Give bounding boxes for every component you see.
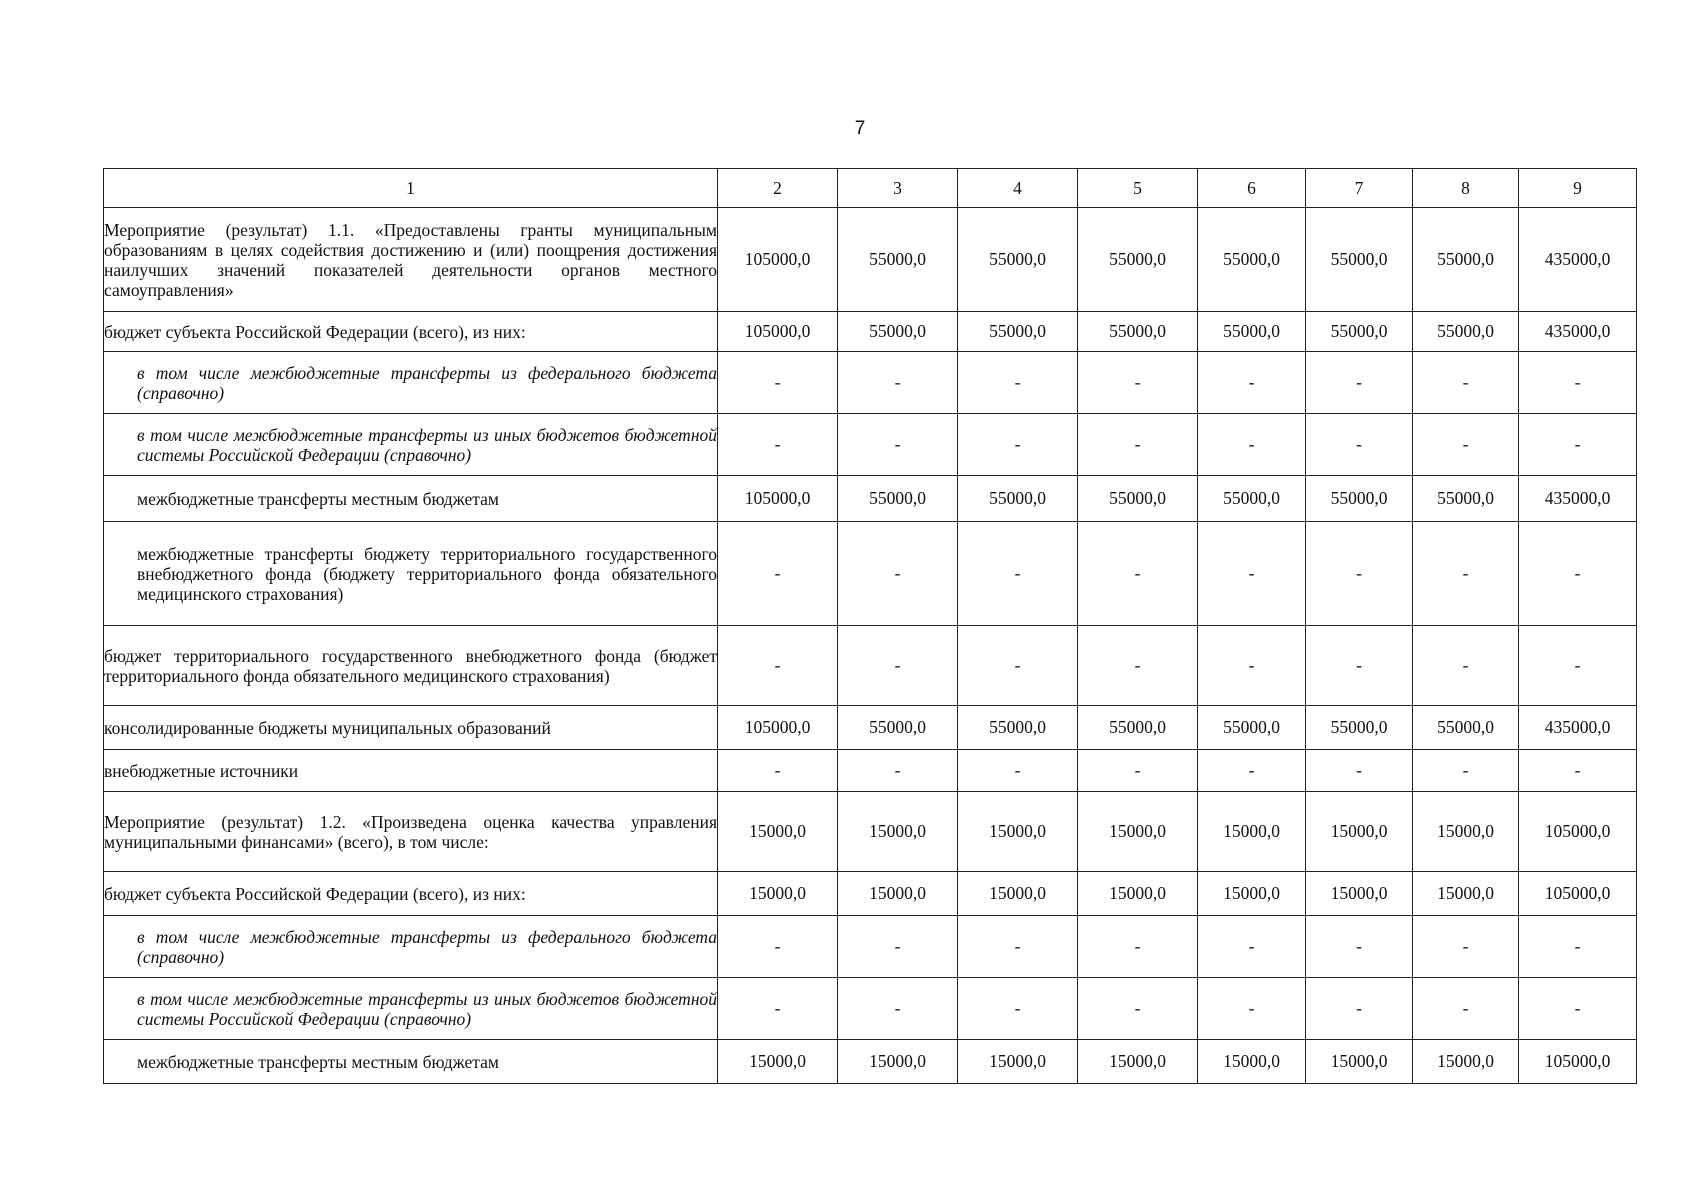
value-cell-col-8: 15000,0 xyxy=(1413,1040,1519,1084)
header-row xyxy=(104,169,1637,208)
row-label: бюджет субъекта Российской Федерации (всего), из них: xyxy=(104,872,718,916)
table-row xyxy=(104,476,1637,522)
value-cell-col-3: 55000,0 xyxy=(838,208,958,312)
value-cell-col-9: 435000,0 xyxy=(1519,706,1637,750)
value-cell-col-5: - xyxy=(1078,352,1198,414)
value-cell-col-5: 15000,0 xyxy=(1078,1040,1198,1084)
value-cell-col-4: 55000,0 xyxy=(958,312,1078,352)
value-cell-col-4: 55000,0 xyxy=(958,208,1078,312)
value-cell-col-2: 105000,0 xyxy=(718,208,838,312)
table-row xyxy=(104,626,1637,706)
value-cell-col-4: - xyxy=(958,750,1078,792)
value-cell-col-3: - xyxy=(838,626,958,706)
header-cell-col-2: 2 xyxy=(718,169,838,208)
value-cell-col-4: - xyxy=(958,916,1078,978)
value-cell-col-4: - xyxy=(958,626,1078,706)
value-cell-col-9: - xyxy=(1519,750,1637,792)
value-cell-col-7: - xyxy=(1306,916,1413,978)
value-cell-col-3: - xyxy=(838,414,958,476)
header-cell-col-1: 1 xyxy=(104,169,718,208)
value-cell-col-4: - xyxy=(958,978,1078,1040)
table-row xyxy=(104,706,1637,750)
value-cell-col-6: - xyxy=(1198,750,1306,792)
value-cell-col-7: - xyxy=(1306,978,1413,1040)
value-cell-col-5: - xyxy=(1078,916,1198,978)
table-row xyxy=(104,916,1637,978)
value-cell-col-9: 435000,0 xyxy=(1519,476,1637,522)
value-cell-col-7: 55000,0 xyxy=(1306,208,1413,312)
value-cell-col-7: - xyxy=(1306,414,1413,476)
value-cell-col-3: 55000,0 xyxy=(838,312,958,352)
value-cell-col-5: - xyxy=(1078,522,1198,626)
value-cell-col-9: - xyxy=(1519,916,1637,978)
value-cell-col-8: 55000,0 xyxy=(1413,312,1519,352)
value-cell-col-8: - xyxy=(1413,352,1519,414)
value-cell-col-9: 435000,0 xyxy=(1519,312,1637,352)
value-cell-col-9: 435000,0 xyxy=(1519,208,1637,312)
table-row xyxy=(104,750,1637,792)
row-label: бюджет субъекта Российской Федерации (всего), из них: xyxy=(104,312,718,352)
value-cell-col-3: - xyxy=(838,522,958,626)
value-cell-col-4: - xyxy=(958,522,1078,626)
row-label: внебюджетные источники xyxy=(104,750,718,792)
table-body xyxy=(104,208,1637,1084)
value-cell-col-9: - xyxy=(1519,978,1637,1040)
row-label: бюджет территориального государственного внебюджетного фонда (бюджет территориального фонда обязательного медицинского страхования) xyxy=(104,626,718,706)
table-row xyxy=(104,522,1637,626)
value-cell-col-7: 55000,0 xyxy=(1306,706,1413,750)
value-cell-col-3: - xyxy=(838,750,958,792)
value-cell-col-8: - xyxy=(1413,414,1519,476)
value-cell-col-2: 105000,0 xyxy=(718,312,838,352)
row-label: межбюджетные трансферты местным бюджетам xyxy=(104,476,718,522)
value-cell-col-2: - xyxy=(718,414,838,476)
value-cell-col-9: - xyxy=(1519,414,1637,476)
value-cell-col-2: 15000,0 xyxy=(718,792,838,872)
row-label: межбюджетные трансферты местным бюджетам xyxy=(104,1040,718,1084)
value-cell-col-9: 105000,0 xyxy=(1519,792,1637,872)
row-label: Мероприятие (результат) 1.1. «Предоставлены гранты муниципальным образованиям в целях содействия достижению и (или) поощрения достижения наилучших значений показателей деятельности органов местного самоуправления» xyxy=(104,208,718,312)
table-row xyxy=(104,208,1637,312)
value-cell-col-7: - xyxy=(1306,626,1413,706)
header-cell-col-9: 9 xyxy=(1519,169,1637,208)
value-cell-col-4: 15000,0 xyxy=(958,792,1078,872)
value-cell-col-8: - xyxy=(1413,978,1519,1040)
row-label: межбюджетные трансферты бюджету территориального государственного внебюджетного фонда (бюджету территориального фонда обязательного медицинского страхования) xyxy=(104,522,718,626)
value-cell-col-5: - xyxy=(1078,978,1198,1040)
value-cell-col-5: 55000,0 xyxy=(1078,476,1198,522)
value-cell-col-8: - xyxy=(1413,626,1519,706)
value-cell-col-3: 15000,0 xyxy=(838,792,958,872)
value-cell-col-6: 15000,0 xyxy=(1198,792,1306,872)
header-cell-col-3: 3 xyxy=(838,169,958,208)
value-cell-col-3: - xyxy=(838,352,958,414)
table-row xyxy=(104,352,1637,414)
row-label: в том числе межбюджетные трансферты из федерального бюджета (справочно) xyxy=(104,916,718,978)
value-cell-col-2: 105000,0 xyxy=(718,476,838,522)
value-cell-col-8: - xyxy=(1413,916,1519,978)
header-cell-col-6: 6 xyxy=(1198,169,1306,208)
value-cell-col-7: 15000,0 xyxy=(1306,1040,1413,1084)
table-row xyxy=(104,414,1637,476)
value-cell-col-7: 15000,0 xyxy=(1306,792,1413,872)
value-cell-col-9: 105000,0 xyxy=(1519,1040,1637,1084)
row-label: в том числе межбюджетные трансферты из федерального бюджета (справочно) xyxy=(104,352,718,414)
value-cell-col-2: 15000,0 xyxy=(718,872,838,916)
row-label: в том числе межбюджетные трансферты из иных бюджетов бюджетной системы Российской Федерации (справочно) xyxy=(104,414,718,476)
value-cell-col-4: 55000,0 xyxy=(958,476,1078,522)
row-label: Мероприятие (результат) 1.2. «Произведена оценка качества управления муниципальными финансами» (всего), в том числе: xyxy=(104,792,718,872)
value-cell-col-6: 15000,0 xyxy=(1198,872,1306,916)
value-cell-col-9: - xyxy=(1519,626,1637,706)
value-cell-col-5: 55000,0 xyxy=(1078,208,1198,312)
table-row xyxy=(104,872,1637,916)
value-cell-col-6: 55000,0 xyxy=(1198,312,1306,352)
value-cell-col-7: - xyxy=(1306,352,1413,414)
value-cell-col-8: - xyxy=(1413,750,1519,792)
value-cell-col-6: - xyxy=(1198,916,1306,978)
value-cell-col-3: - xyxy=(838,978,958,1040)
value-cell-col-7: - xyxy=(1306,522,1413,626)
budget-table xyxy=(103,168,1637,1084)
value-cell-col-5: 55000,0 xyxy=(1078,312,1198,352)
header-cell-col-7: 7 xyxy=(1306,169,1413,208)
value-cell-col-4: 55000,0 xyxy=(958,706,1078,750)
value-cell-col-6: - xyxy=(1198,352,1306,414)
value-cell-col-4: 15000,0 xyxy=(958,1040,1078,1084)
value-cell-col-5: 15000,0 xyxy=(1078,872,1198,916)
value-cell-col-4: - xyxy=(958,352,1078,414)
table-row xyxy=(104,792,1637,872)
value-cell-col-5: - xyxy=(1078,750,1198,792)
table-row xyxy=(104,978,1637,1040)
value-cell-col-8: 55000,0 xyxy=(1413,208,1519,312)
value-cell-col-8: - xyxy=(1413,522,1519,626)
value-cell-col-2: - xyxy=(718,522,838,626)
value-cell-col-9: - xyxy=(1519,352,1637,414)
value-cell-col-2: - xyxy=(718,750,838,792)
value-cell-col-7: 55000,0 xyxy=(1306,476,1413,522)
value-cell-col-4: - xyxy=(958,414,1078,476)
value-cell-col-8: 15000,0 xyxy=(1413,792,1519,872)
value-cell-col-6: - xyxy=(1198,414,1306,476)
value-cell-col-2: 105000,0 xyxy=(718,706,838,750)
value-cell-col-6: 55000,0 xyxy=(1198,476,1306,522)
value-cell-col-2: 15000,0 xyxy=(718,1040,838,1084)
value-cell-col-3: - xyxy=(838,916,958,978)
value-cell-col-4: 15000,0 xyxy=(958,872,1078,916)
value-cell-col-5: - xyxy=(1078,626,1198,706)
value-cell-col-2: - xyxy=(718,626,838,706)
value-cell-col-3: 55000,0 xyxy=(838,476,958,522)
value-cell-col-9: 105000,0 xyxy=(1519,872,1637,916)
value-cell-col-2: - xyxy=(718,916,838,978)
row-label: консолидированные бюджеты муниципальных образований xyxy=(104,706,718,750)
value-cell-col-8: 55000,0 xyxy=(1413,706,1519,750)
value-cell-col-6: - xyxy=(1198,626,1306,706)
value-cell-col-5: 55000,0 xyxy=(1078,706,1198,750)
value-cell-col-6: - xyxy=(1198,978,1306,1040)
value-cell-col-6: 55000,0 xyxy=(1198,208,1306,312)
value-cell-col-9: - xyxy=(1519,522,1637,626)
table-row xyxy=(104,1040,1637,1084)
value-cell-col-8: 55000,0 xyxy=(1413,476,1519,522)
value-cell-col-3: 15000,0 xyxy=(838,872,958,916)
value-cell-col-7: 55000,0 xyxy=(1306,312,1413,352)
value-cell-col-8: 15000,0 xyxy=(1413,872,1519,916)
value-cell-col-3: 15000,0 xyxy=(838,1040,958,1084)
table-row xyxy=(104,312,1637,352)
value-cell-col-2: - xyxy=(718,978,838,1040)
value-cell-col-2: - xyxy=(718,352,838,414)
value-cell-col-3: 55000,0 xyxy=(838,706,958,750)
value-cell-col-7: 15000,0 xyxy=(1306,872,1413,916)
value-cell-col-5: - xyxy=(1078,414,1198,476)
value-cell-col-7: - xyxy=(1306,750,1413,792)
value-cell-col-6: - xyxy=(1198,522,1306,626)
header-cell-col-5: 5 xyxy=(1078,169,1198,208)
header-cell-col-4: 4 xyxy=(958,169,1078,208)
value-cell-col-6: 15000,0 xyxy=(1198,1040,1306,1084)
page-number: 7 xyxy=(854,118,866,139)
value-cell-col-6: 55000,0 xyxy=(1198,706,1306,750)
row-label: в том числе межбюджетные трансферты из иных бюджетов бюджетной системы Российской Федерации (справочно) xyxy=(104,978,718,1040)
header-cell-col-8: 8 xyxy=(1413,169,1519,208)
value-cell-col-5: 15000,0 xyxy=(1078,792,1198,872)
